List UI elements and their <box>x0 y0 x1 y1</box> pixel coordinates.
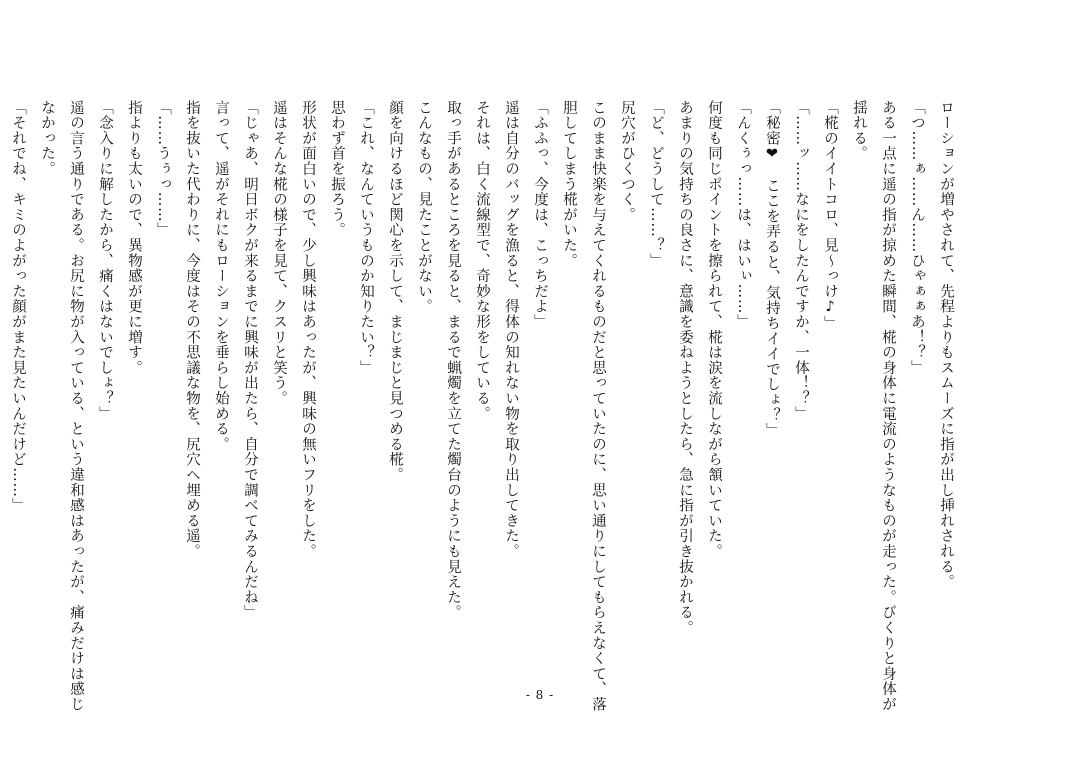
text-line: 「じゃあ、明日ボクが来るまでに興味が出たら、自分で調べてみるんだね」 <box>242 100 258 621</box>
text-line: 形状が面白いので、少し興味はあったが、興味の無いフリをした。 <box>300 100 316 559</box>
text-line: 尻穴がひくつく。 <box>619 100 635 223</box>
text-line: このまま快楽を与えてくれるものだと思っていたのに、思い通りにしてもらえなくて、落 <box>590 100 606 712</box>
text-line: 揺れる。 <box>851 100 867 162</box>
text-line: 「念入りに解したから、痛くはないでしょ？」 <box>97 100 113 422</box>
text-line: ある一点に遥の指が掠めた瞬間、椛の身体に電流のようなものが走った。びくりと身体が <box>880 100 896 712</box>
text-line <box>0 100 3 660</box>
text-line: 胆してしまう椛がいた。 <box>561 100 577 269</box>
text-line: 何度も同じポイントを擦られて、椛は涙を流しながら頷いていた。 <box>706 100 722 559</box>
text-line: こんなもの、見たことがない。 <box>416 100 432 315</box>
text-line: 言って、遥がそれにもローションを垂らし始める。 <box>213 100 229 452</box>
text-line: 「ふふっ、今度は、こっちだよ」 <box>532 100 548 330</box>
vertical-text-body <box>10 100 960 712</box>
text-line: 「……うぅっ……」 <box>155 100 171 238</box>
text-line: 「つ……ぁ……ん……ひゃぁぁあ！？」 <box>909 100 925 376</box>
text-line: 「これ、なんていうものか知りたい？」 <box>358 100 374 376</box>
text-line: なかった。 <box>39 100 55 177</box>
text-line: 遥はそんな椛の様子を見て、クスリと笑う。 <box>271 100 287 406</box>
text-line: 「んくぅっ……は、はいぃ……」 <box>735 100 751 330</box>
text-line: それは、白く流線型で、奇妙な形をしている。 <box>474 100 490 422</box>
text-line: あまりの気持ちの良さに、意識を委ねようとしたら、急に指が引き抜かれる。 <box>677 100 693 636</box>
text-line: 「秘密❤ ここを弄ると、気持ちイイでしょ？」 <box>764 100 780 439</box>
page-number: - 8 - <box>525 688 555 702</box>
text-line: 「椛のイイトコロ、見～っけ♪」 <box>822 100 838 331</box>
text-line: 「……ッ……なにをしたんですか、一体！？」 <box>793 100 809 422</box>
text-line: 遥は自分のバッグを漁ると、得体の知れない物を取り出してきた。 <box>503 100 519 559</box>
text-line: 遥の言う通りである。お尻に物が入っている、という違和感はあったが、痛みだけは感じ <box>68 100 84 712</box>
text-line: 「ど、どうして……？」 <box>648 100 664 269</box>
text-line: 取っ手があるところを見ると、まるで蝋燭を立てた燭台のようにも見えた。 <box>445 100 461 621</box>
text-line: 思わず首を振ろう。 <box>329 100 345 238</box>
text-line: 指を抜いた代わりに、今度はその不思議な物を、尻穴へ埋める遥。 <box>184 100 200 559</box>
text-line: 顔を向けるほど関心を示して、まじまじと見つめる椛。 <box>387 100 403 483</box>
text-line: 「それでね、キミのよがった顔がまた見たいんだけど……」 <box>10 100 26 514</box>
text-line: ローションが増やされて、先程よりもスムーズに指が出し挿れされる。 <box>938 100 954 590</box>
text-line: 指よりも太いので、異物感が更に増す。 <box>126 100 142 376</box>
